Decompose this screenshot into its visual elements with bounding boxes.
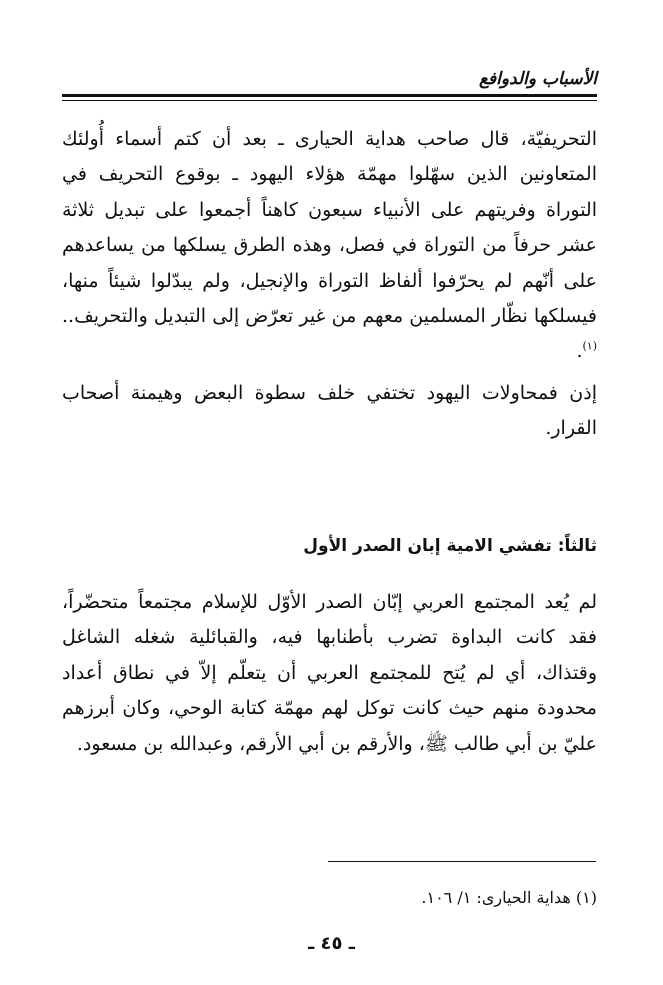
- paragraph-conclusion: إذن فمحاولات اليهود تختفي خلف سطوة البعض وهيمنة أصحاب القرار.: [62, 381, 597, 440]
- header-rule-thin: [62, 100, 597, 101]
- paragraph-quote: [62, 122, 597, 370]
- footnote-separator: [328, 861, 596, 862]
- footnote-1: (١) هداية الحيارى: ١/ ١٠٦.: [421, 888, 597, 907]
- section-body-2: [62, 585, 597, 762]
- paragraph-quote-end: .: [576, 340, 583, 363]
- paragraph-illiteracy: لم يُعد المجتمع العربي إبّان الصدر الأوّل للإسلام مجتمعاً متحضّراً، فقد كانت البداوة تضرب بأطنابها فيه، والقبائلية شغله الشاغل وقتذاك، أي لم يُتح للمجتمع العربي أن يتعلّم إلاّ في نطاق أعداد محدودة منهم حيث كانت توكل لهم مهمّة كتابة الوحي، وكان أبرزهم عليّ بن أبي طالب ﷺ، والأرقم بن أبي الأرقم، وعبدالله بن مسعود.: [62, 591, 597, 755]
- paragraph-quote-text: التحريفيّة، قال صاحب هداية الحيارى ـ بعد أن كتم أسماء أُولئك المتعاونين الذين سهّلوا مهمّة هؤلاء اليهود ـ بوقوع التحريف في التوراة وفريتهم على الأنبياء سبعون كاهناً أجمعوا على تبديل ثلاثة عشر حرفاً من التوراة في فصل، وهذه الطرق يسلكها من يساعدهم على أنّهم لم يحرّفوا ألفاظ التوراة والإنجيل، ولم يبدّلوا شيئاً منها، فيسلكها نظّار المسلمين معهم من غير تعرّض إلى التبديل والتحريف..: [62, 128, 597, 328]
- header-rule-thick: [62, 94, 597, 97]
- footnote-reference: (١): [582, 340, 597, 354]
- page-number: ـ ٤٥ ـ: [308, 933, 355, 954]
- section-heading: ثالثاً: تفشي الامية إبان الصدر الأول: [303, 536, 597, 556]
- running-header-title: الأسباب والدوافع: [478, 69, 597, 89]
- section-body-1: [62, 122, 597, 447]
